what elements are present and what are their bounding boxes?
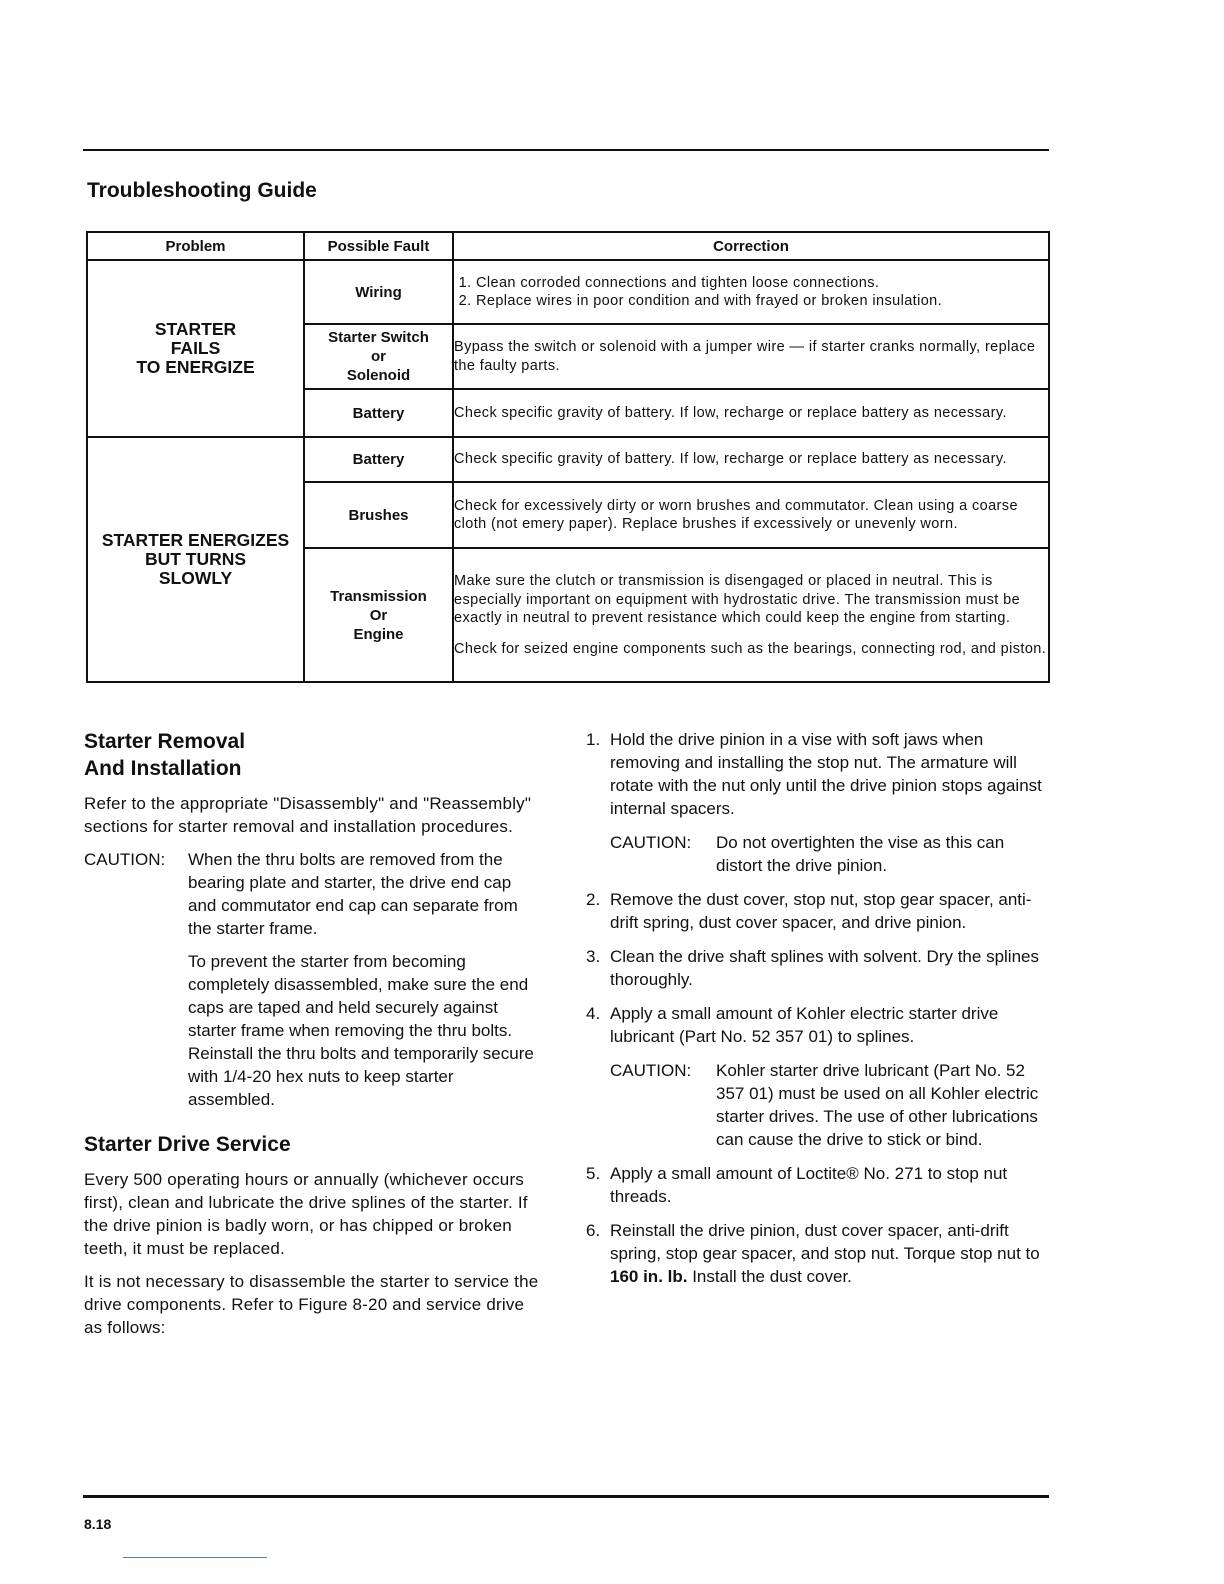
- step-number: 5.: [586, 1164, 601, 1183]
- correction-battery: Check specific gravity of battery. If low, recharge or replace battery as necessary.: [453, 389, 1049, 437]
- fault-line: Starter Switch: [328, 329, 429, 346]
- fault-line: or: [371, 348, 386, 365]
- caution-text: Kohler starter drive lubricant (Part No. 52 357 01) must be used on all Kohler electric starter drives. The use of other lubrications can cause the drive to stick or bind.: [716, 1061, 1039, 1149]
- step-number: 6.: [586, 1221, 601, 1240]
- caution-text: [188, 848, 544, 1111]
- list-item: 2. Replace wires in poor condition and with frayed or broken insulation.: [476, 292, 1048, 311]
- correction-starter-switch: Bypass the switch or solenoid with a jumper wire — if starter cranks normally, replace the faulty parts.: [453, 324, 1049, 389]
- caution-text: Do not overtighten the vise as this can distort the drive pinion.: [716, 833, 1005, 875]
- problem-line: TO ENERGIZE: [136, 357, 255, 377]
- problem-energizes-turns-slowly: [87, 437, 304, 682]
- step-number: 3.: [586, 947, 601, 966]
- footer-link-line: [123, 1557, 267, 1558]
- troubleshooting-table: [86, 231, 1050, 683]
- step-text: Hold the drive pinion in a vise with soft jaws when removing and installing the stop nut. The armature will rotate with the nut only until the drive pinion stops against internal spacers.: [610, 730, 1042, 818]
- drive-service-paragraph: It is not necessary to disassemble the starter to service the drive components. Refer to Figure 8-20 and service drive as follows:: [84, 1272, 539, 1337]
- step-text: Apply a small amount of Loctite® No. 271 to stop nut threads.: [610, 1164, 1008, 1206]
- correction-battery-2: Check specific gravity of battery. If low, recharge or replace battery as necessary.: [453, 437, 1049, 482]
- left-column: [84, 728, 544, 1349]
- table-row: [87, 437, 1049, 482]
- step-4-caution: [610, 1059, 1046, 1151]
- problem-line: STARTER ENERGIZES: [101, 530, 290, 550]
- correction-transmission: [453, 548, 1049, 682]
- table-row: [87, 260, 1049, 324]
- header-correction: Correction: [453, 232, 1049, 260]
- drive-service-paragraph: Every 500 operating hours or annually (whichever occurs first), clean and lubricate the drive splines of the starter. If the drive pinion is badly worn, or has chipped or broken teeth, it must be replaced.: [84, 1170, 528, 1258]
- correction-wiring: [453, 260, 1049, 324]
- caution-label: CAUTION:: [610, 1061, 692, 1080]
- fault-transmission: [304, 548, 453, 682]
- step-number: 4.: [586, 1004, 601, 1023]
- step-1-caution: [610, 831, 1046, 877]
- removal-body: Refer to the appropriate "Disassembly" and "Reassembly" sections for starter removal and installation procedures.: [84, 794, 532, 836]
- right-column: [586, 728, 1046, 1299]
- header-problem: Problem: [87, 232, 304, 260]
- list-item: 1. Clean corroded connections and tighten loose connections.: [476, 274, 1048, 293]
- removal-caution: [84, 848, 544, 1111]
- fault-line: Engine: [353, 625, 404, 643]
- problem-line: STARTER: [154, 319, 237, 339]
- step-number: 2.: [586, 890, 601, 909]
- heading-line: Starter Removal: [84, 730, 246, 753]
- fault-line: Or: [369, 606, 388, 624]
- fault-brushes: Brushes: [304, 482, 453, 548]
- step-6: [586, 1219, 1046, 1288]
- caution-label: CAUTION:: [610, 833, 692, 852]
- step-text: Clean the drive shaft splines with solvent. Dry the splines thoroughly.: [610, 947, 1039, 989]
- step-2: [586, 888, 1046, 934]
- correction-brushes: Check for excessively dirty or worn brushes and commutator. Clean using a coarse cloth (not emery paper). Replace brushes if excessively or unevenly worn.: [453, 482, 1049, 548]
- caution-label: CAUTION:: [84, 850, 166, 869]
- step-text: Apply a small amount of Kohler electric starter drive lubricant (Part No. 52 357 01) to splines.: [610, 1004, 999, 1046]
- fault-line: Solenoid: [346, 367, 411, 384]
- problem-line: BUT TURNS: [144, 549, 247, 569]
- problem-fails-to-energize: [87, 260, 304, 437]
- fault-line: Transmission: [330, 587, 427, 605]
- header-possible-fault: Possible Fault: [304, 232, 453, 260]
- step-5: [586, 1162, 1046, 1208]
- page-number: 8.18: [84, 1516, 112, 1532]
- step-text: Remove the dust cover, stop nut, stop gear spacer, anti-drift spring, dust cover spacer, and drive pinion.: [610, 890, 1032, 932]
- starter-removal-heading: [84, 728, 544, 782]
- step-4: [586, 1002, 1046, 1048]
- problem-line: SLOWLY: [158, 568, 233, 588]
- problem-line: FAILS: [170, 338, 221, 358]
- step-text-part: Reinstall the drive pinion, dust cover spacer, anti-drift spring, stop gear spacer, and stop nut. Torque stop nut to: [610, 1221, 1040, 1263]
- step-3: [586, 945, 1046, 991]
- caution-paragraph: When the thru bolts are removed from the bearing plate and starter, the drive end cap and commutator end cap can separate from the starter frame.: [188, 850, 518, 938]
- fault-starter-switch: [304, 324, 453, 389]
- fault-wiring: Wiring: [304, 260, 453, 324]
- top-rule: [83, 149, 1049, 151]
- step-text-part: Install the dust cover.: [687, 1267, 852, 1286]
- caution-paragraph: To prevent the starter from becoming completely disassembled, make sure the end caps are taped and held securely against starter frame when removing the thru bolts. Reinstall the thru bolts and temporarily secure with 1/4-20 hex nuts to keep starter assembled.: [188, 952, 534, 1109]
- drive-service-heading: Starter Drive Service: [84, 1133, 291, 1156]
- bottom-rule: [83, 1495, 1049, 1498]
- fault-battery: Battery: [304, 389, 453, 437]
- step-1: [586, 728, 1046, 820]
- table-header-row: [87, 232, 1049, 260]
- correction-paragraph: Check for seized engine components such as the bearings, connecting rod, and piston.: [454, 640, 1047, 657]
- correction-paragraph: Make sure the clutch or transmission is disengaged or placed in neutral. This is especially important on equipment with hydrostatic drive. The transmission must be exactly in neutral to prevent resistance which could keep the engine from starting.: [454, 573, 1021, 626]
- fault-battery-2: Battery: [304, 437, 453, 482]
- heading-line: And Installation: [84, 757, 242, 780]
- step-text: [610, 1219, 1046, 1288]
- torque-value: 160 in. lb.: [610, 1267, 688, 1286]
- step-number: 1.: [586, 730, 601, 749]
- page-title: Troubleshooting Guide: [87, 179, 317, 202]
